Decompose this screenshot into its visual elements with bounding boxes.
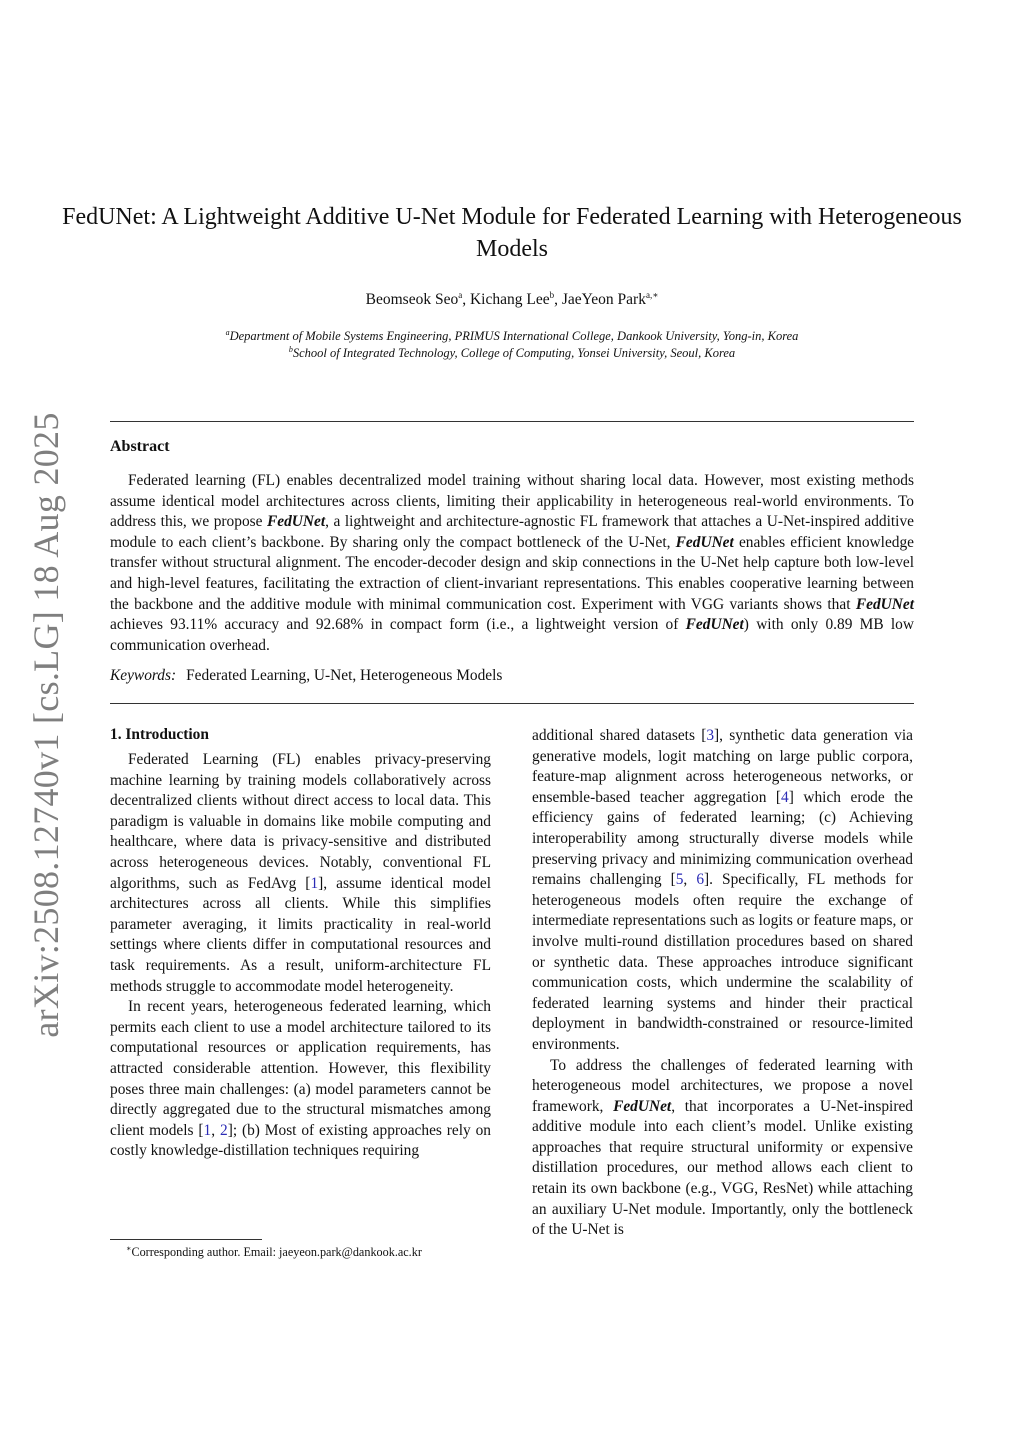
affiliation-line	[60, 346, 964, 361]
abstract-text: enables efficient knowledge transfer without structural alignment. The encoder-decoder design and skip connections in the U-Net help capture both low-level and high-level features, facilitating the extraction of client-invariant representations. This enables cooperative learning between the backbone and the additive module with minimal communication cost. Experiment with VGG variants shows that	[110, 533, 914, 613]
intro-paragraph	[110, 750, 491, 997]
author-affiliation-mark: a,∗	[645, 290, 659, 300]
paragraph-text: ] which erode the efficiency gains of federated learning; (c) Achieving interoperability among structurally diverse models while preserving privacy and minimizing communication overhead remains challenging [	[532, 788, 913, 889]
abstract-text: ) with only 0.89 MB low communication overhead.	[110, 616, 914, 654]
paragraph-text: ], assume identical model architectures across all clients. While this simplifies parameter averaging, it limits practicality in real-world settings where clients differ in computational resources and task requirements. As a result, uniform-architecture FL methods struggle to accommodate model heterogeneity.	[110, 874, 491, 995]
method-name: FedUNet	[266, 513, 326, 531]
paragraph-text: In recent years, heterogeneous federated learning, which permits each client to use a model architecture tailored to its computational resources or application requirements, has attracted considerable attention. However, this flexibility poses three main challenges: (a) model parameters cannot be directly aggregated due to the structural mismatches among client models [	[110, 998, 491, 1139]
affiliation-text: School of Integrated Technology, College of Computing, Yonsei University, Seoul, Korea	[292, 346, 736, 360]
citation-link[interactable]: 5	[675, 871, 684, 889]
method-name: FedUNet	[855, 595, 914, 613]
abstract-bottom-rule	[110, 703, 914, 704]
paragraph-text: ]; (b) Most of existing approaches rely on costly knowledge-distillation techniques requiring	[110, 1121, 491, 1160]
footnote-mark: ∗	[126, 1244, 132, 1253]
citation-link[interactable]: 6	[696, 871, 705, 889]
intro-paragraph	[532, 1056, 913, 1241]
abstract-top-rule	[110, 421, 914, 422]
method-name: FedUNet	[675, 533, 734, 551]
abstract-text: , a lightweight and architecture-agnostic FL framework that attaches a U-Net-inspired additive module to each client’s backbone. By sharing only the compact bottleneck of the U-Net,	[110, 513, 914, 551]
left-column	[110, 750, 491, 1162]
arxiv-identifier-stamp: arXiv:2508.12740v1 [cs.LG] 18 Aug 2025	[26, 412, 66, 1038]
affiliation-text: Department of Mobile Systems Engineering, PRIMUS International College, Dankook University, Yong-in, Korea	[229, 329, 799, 343]
author-name: Kichang Lee	[469, 291, 550, 308]
abstract-text: Federated learning (FL) enables decentralized model training without sharing local data. However, most existing methods assume identical model architectures across clients, limiting their applicability in heterogeneous real-world environments. To address this, we propose	[110, 472, 914, 531]
citation-link[interactable]: 2	[219, 1121, 228, 1139]
method-name: FedUNet	[685, 616, 744, 634]
abstract-text: achieves 93.11% accuracy and 92.68% in compact form (i.e., a lightweight version of	[110, 616, 686, 634]
intro-paragraph	[110, 997, 491, 1162]
paragraph-text: additional shared datasets [	[532, 727, 707, 744]
author-list: Beomseok Seo$^a$, Kichang Lee$^b$, JaeYeon Park$^{a,∗}$	[365, 290, 659, 308]
keywords-text: Federated Learning, U-Net, Heterogeneous Models	[186, 667, 503, 684]
footnote-rule	[110, 1239, 262, 1240]
author-affiliation-mark: b	[549, 290, 555, 300]
author-name: Beomseok Seo	[365, 291, 459, 308]
affiliation-line	[60, 329, 964, 344]
paper-title: FedUNet: A Lightweight Additive U-Net Module for Federated Learning with Heterogeneous Models	[62, 204, 962, 262]
citation-link[interactable]: 3	[706, 727, 715, 744]
paragraph-text: , that incorporates a U-Net-inspired additive module into each client’s model. Unlike existing approaches that require structural uniformity or expensive distillation procedures, our method allows each client to retain its own backbone (e.g., VGG, ResNet) while attaching an auxiliary U-Net module. Importantly, only the bottleneck of the U-Net is	[532, 1097, 913, 1239]
paragraph-text: ], synthetic data generation via generative models, logit matching on large public corpora, feature-map alignment across heterogeneous networks, or ensemble-based teacher aggregation [	[532, 727, 913, 806]
affiliation-mark: b	[288, 345, 293, 354]
author-affiliation-mark: a	[458, 290, 463, 300]
footnote	[126, 1245, 422, 1260]
citation-link[interactable]: 1	[310, 874, 319, 892]
intro-paragraph	[532, 726, 913, 1056]
paragraph-text: Federated Learning (FL) enables privacy-preserving machine learning by training models collaboratively across decentralized clients without direct access to local data. This paradigm is valuable in domains like mobile computing and healthcare, where data is privacy-sensitive and distributed across heterogeneous devices. Notably, conventional FL algorithms, such as FedAvg [	[110, 751, 491, 892]
paragraph-text: ,	[211, 1121, 220, 1139]
footnote-text: Corresponding author. Email: jaeyeon.park@dankook.ac.kr	[131, 1245, 422, 1259]
abstract-body	[110, 471, 914, 656]
keywords-line	[110, 667, 502, 685]
abstract-heading: Abstract	[110, 438, 170, 455]
citation-link[interactable]: 1	[203, 1121, 212, 1139]
paragraph-text: To address the challenges of federated learning with heterogeneous model architectures, we propose a novel framework,	[532, 1056, 913, 1115]
citation-link[interactable]: 4	[781, 788, 789, 806]
author-name: JaeYeon Park	[561, 291, 646, 308]
keywords-label: Keywords:	[110, 667, 177, 684]
paragraph-text: ,	[683, 871, 697, 889]
section-heading-introduction: 1. Introduction	[110, 726, 209, 743]
paragraph-text: ]. Specifically, FL methods for heterogeneous models often require the exchange of intermediate representations such as logits or feature maps, or involve multi-round distillation procedures based on shared or synthetic data. These approaches introduce significant communication costs, which undermine the scalability of federated learning systems and hinder their practical deployment in bandwidth-constrained or resource-limited environments.	[532, 871, 913, 1053]
affiliation-mark: a	[225, 328, 230, 337]
right-column	[532, 726, 913, 1241]
method-name: FedUNet	[613, 1097, 672, 1115]
